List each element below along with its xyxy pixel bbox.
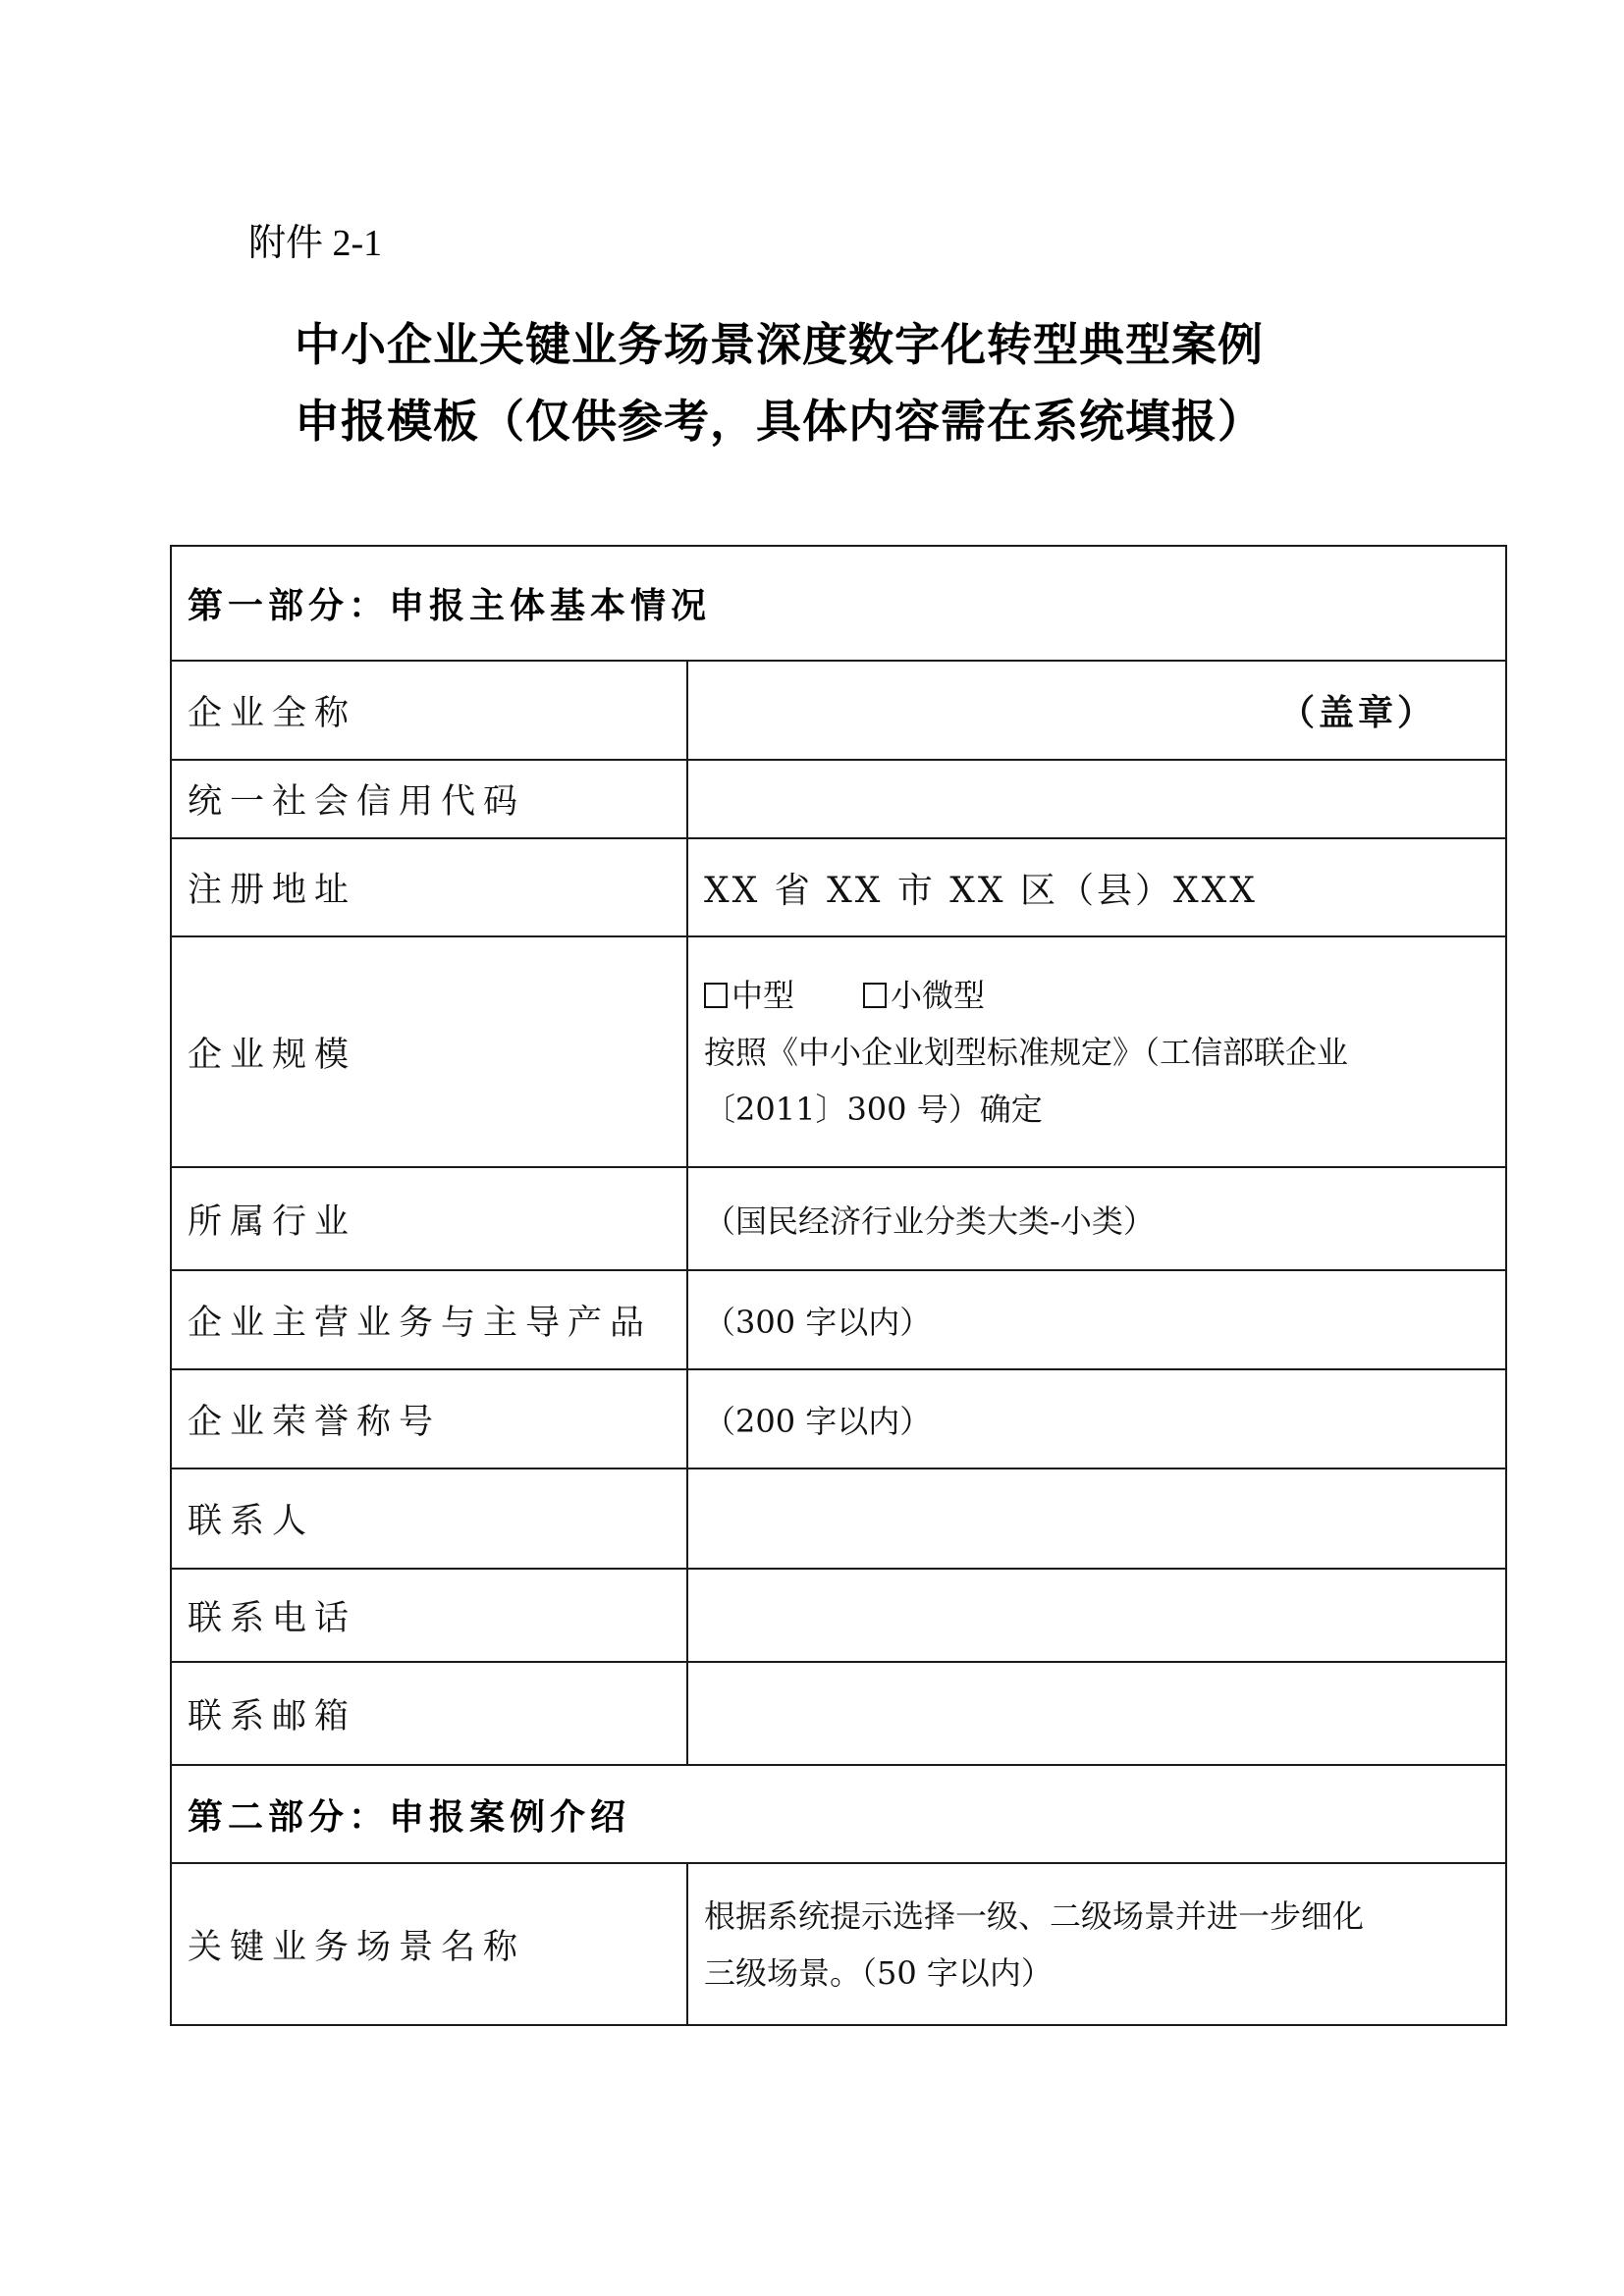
- main-business-field[interactable]: [687, 1270, 1506, 1369]
- industry-field[interactable]: [687, 1167, 1506, 1270]
- checkbox-medium[interactable]: [704, 967, 794, 1024]
- contact-phone-label: 联系电话: [171, 1569, 687, 1662]
- industry-hint: （国民经济行业分类大类-小类）: [704, 1201, 1155, 1240]
- table-row: [171, 661, 1506, 760]
- company-name-field[interactable]: [687, 661, 1506, 760]
- title-line-1: 中小企业关键业务场景深度数字化转型典型案例: [295, 318, 1264, 371]
- scenario-hint-line-2: 三级场景。（50 字以内）: [704, 1953, 1053, 1992]
- registered-address-label: 注册地址: [171, 838, 687, 936]
- contact-person-field[interactable]: [687, 1468, 1506, 1569]
- scenario-name-field[interactable]: [687, 1863, 1506, 2025]
- company-size-options: [704, 967, 1505, 1024]
- section-1-header-row: [171, 546, 1506, 661]
- checkbox-small-micro[interactable]: [863, 967, 985, 1024]
- checkbox-small-micro-label: 小微型: [891, 976, 986, 1014]
- company-size-label: 企业规模: [171, 936, 687, 1167]
- scenario-name-label: 关键业务场景名称: [171, 1863, 687, 2025]
- section-2-header-row: [171, 1765, 1506, 1863]
- checkbox-medium-label: 中型: [731, 976, 795, 1014]
- honors-label: 企业荣誉称号: [171, 1369, 687, 1468]
- checkbox-icon[interactable]: [863, 983, 887, 1008]
- section-1-title: 第一部分：申报主体基本情况: [171, 546, 1506, 661]
- contact-person-label: 联系人: [171, 1468, 687, 1569]
- company-size-note-line-2: 〔2011〕300 号）确定: [704, 1090, 1043, 1128]
- contact-email-field[interactable]: [687, 1662, 1506, 1765]
- honors-hint: （200 字以内）: [704, 1402, 932, 1440]
- seal-placeholder: （盖章）: [1279, 692, 1437, 733]
- registered-address-value: XX 省 XX 市 XX 区（县）XXX: [704, 870, 1258, 911]
- credit-code-label: 统一社会信用代码: [171, 760, 687, 838]
- company-name-label: 企业全称: [171, 661, 687, 760]
- main-business-label: 企业主营业务与主导产品: [171, 1270, 687, 1369]
- industry-label: 所属行业: [171, 1167, 687, 1270]
- document-title: [295, 306, 1335, 459]
- scenario-hint-line-1: 根据系统提示选择一级、二级场景并进一步细化: [704, 1896, 1365, 1935]
- checkbox-icon[interactable]: [704, 983, 728, 1008]
- registered-address-field[interactable]: [687, 838, 1506, 936]
- table-row: [171, 1863, 1506, 2025]
- contact-phone-field[interactable]: [687, 1569, 1506, 1662]
- main-business-hint: （300 字以内）: [704, 1303, 932, 1341]
- table-row: [171, 1468, 1506, 1569]
- contact-email-label: 联系邮箱: [171, 1662, 687, 1765]
- table-row: [171, 1270, 1506, 1369]
- company-size-note-line-1: 按照《中小企业划型标准规定》（工信部联企业: [704, 1033, 1349, 1071]
- honors-field[interactable]: [687, 1369, 1506, 1468]
- section-2-title: 第二部分：申报案例介绍: [171, 1765, 1506, 1863]
- table-row: [171, 838, 1506, 936]
- application-form-table: [170, 545, 1507, 2026]
- table-row: [171, 936, 1506, 1167]
- title-line-2: 申报模板（仅供参考，具体内容需在系统填报）: [295, 395, 1264, 448]
- table-row: [171, 1662, 1506, 1765]
- table-row: [171, 1369, 1506, 1468]
- table-row: [171, 1569, 1506, 1662]
- table-row: [171, 1167, 1506, 1270]
- table-row: [171, 760, 1506, 838]
- company-size-field: [687, 936, 1506, 1167]
- credit-code-field[interactable]: [687, 760, 1506, 838]
- attachment-label: 附件 2-1: [248, 223, 383, 264]
